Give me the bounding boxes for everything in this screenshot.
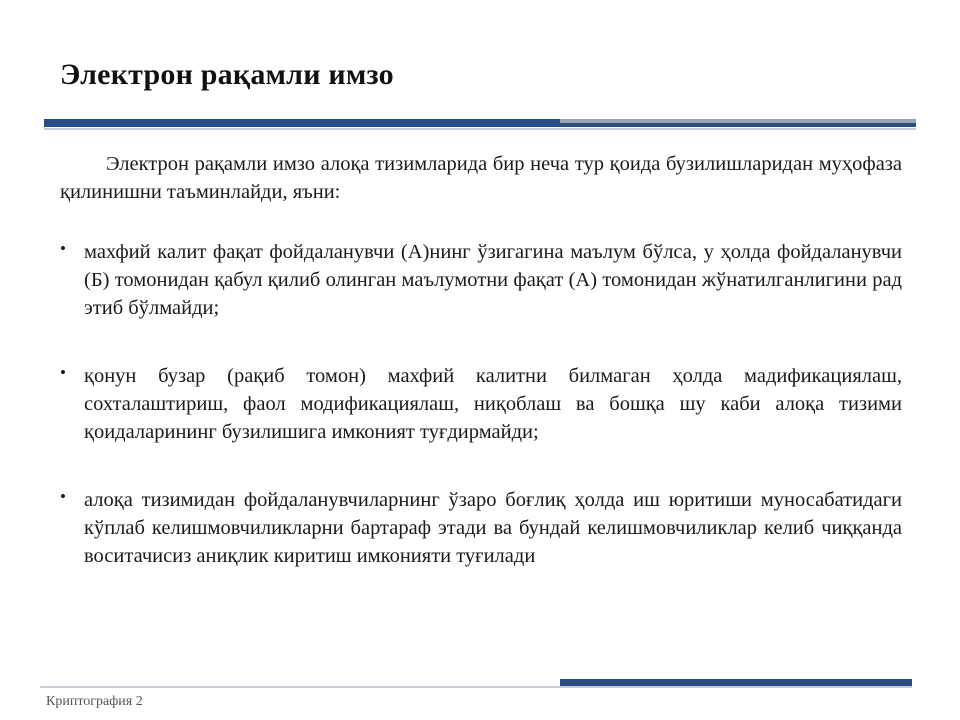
bullet-icon: • bbox=[60, 239, 66, 258]
bullet-item bbox=[60, 238, 902, 322]
slide-body bbox=[60, 150, 902, 570]
title-divider-thick-bar bbox=[44, 119, 560, 127]
title-divider-navy-bar bbox=[560, 123, 916, 127]
bullet-item bbox=[60, 486, 902, 570]
slide-title: Электрон рақамли имзо bbox=[60, 58, 394, 91]
bullet-text: қонун бузар (рақиб томон) махфий калитни билмаган ҳолда мадификациялаш, сохталаштириш, фаол модификациялаш, ниқоблаш ва бошқа шу каби алоқа тизими қоидаларининг бузилишига имконият туғдирмайди; bbox=[84, 365, 902, 443]
bullet-list bbox=[60, 238, 902, 570]
bullet-text: махфий калит фақат фойдаланувчи (А)нинг ўзигагина маълум бўлса, у ҳолда фойдаланувчи (Б) томонидан қабул қилиб олинган маълумотни фақат (А) томонидан жўнатилганлигини рад этиб бўлмайди; bbox=[84, 241, 902, 319]
footer-label: Криптография 2 bbox=[46, 694, 143, 709]
bullet-item bbox=[60, 362, 902, 446]
footer-divider-hairline bbox=[40, 686, 912, 688]
bullet-icon: • bbox=[60, 487, 66, 506]
title-divider-hairline bbox=[44, 128, 916, 130]
bullet-icon: • bbox=[60, 363, 66, 382]
intro-paragraph: Электрон рақамли имзо алоқа тизимларида бир неча тур қоида бузилишларидан муҳофаза қилинишни таъминлайди, яъни: bbox=[60, 153, 902, 203]
bullet-text: алоқа тизимидан фойдаланувчиларнинг ўзаро боғлиқ ҳолда иш юритиши муносабатидаги кўплаб келишмовчиликларни бартараф этади ва бундай келишмовчиликлар келиб чиққанда воситачисиз аниқлик киритиш имконияти туғилади bbox=[84, 489, 902, 567]
